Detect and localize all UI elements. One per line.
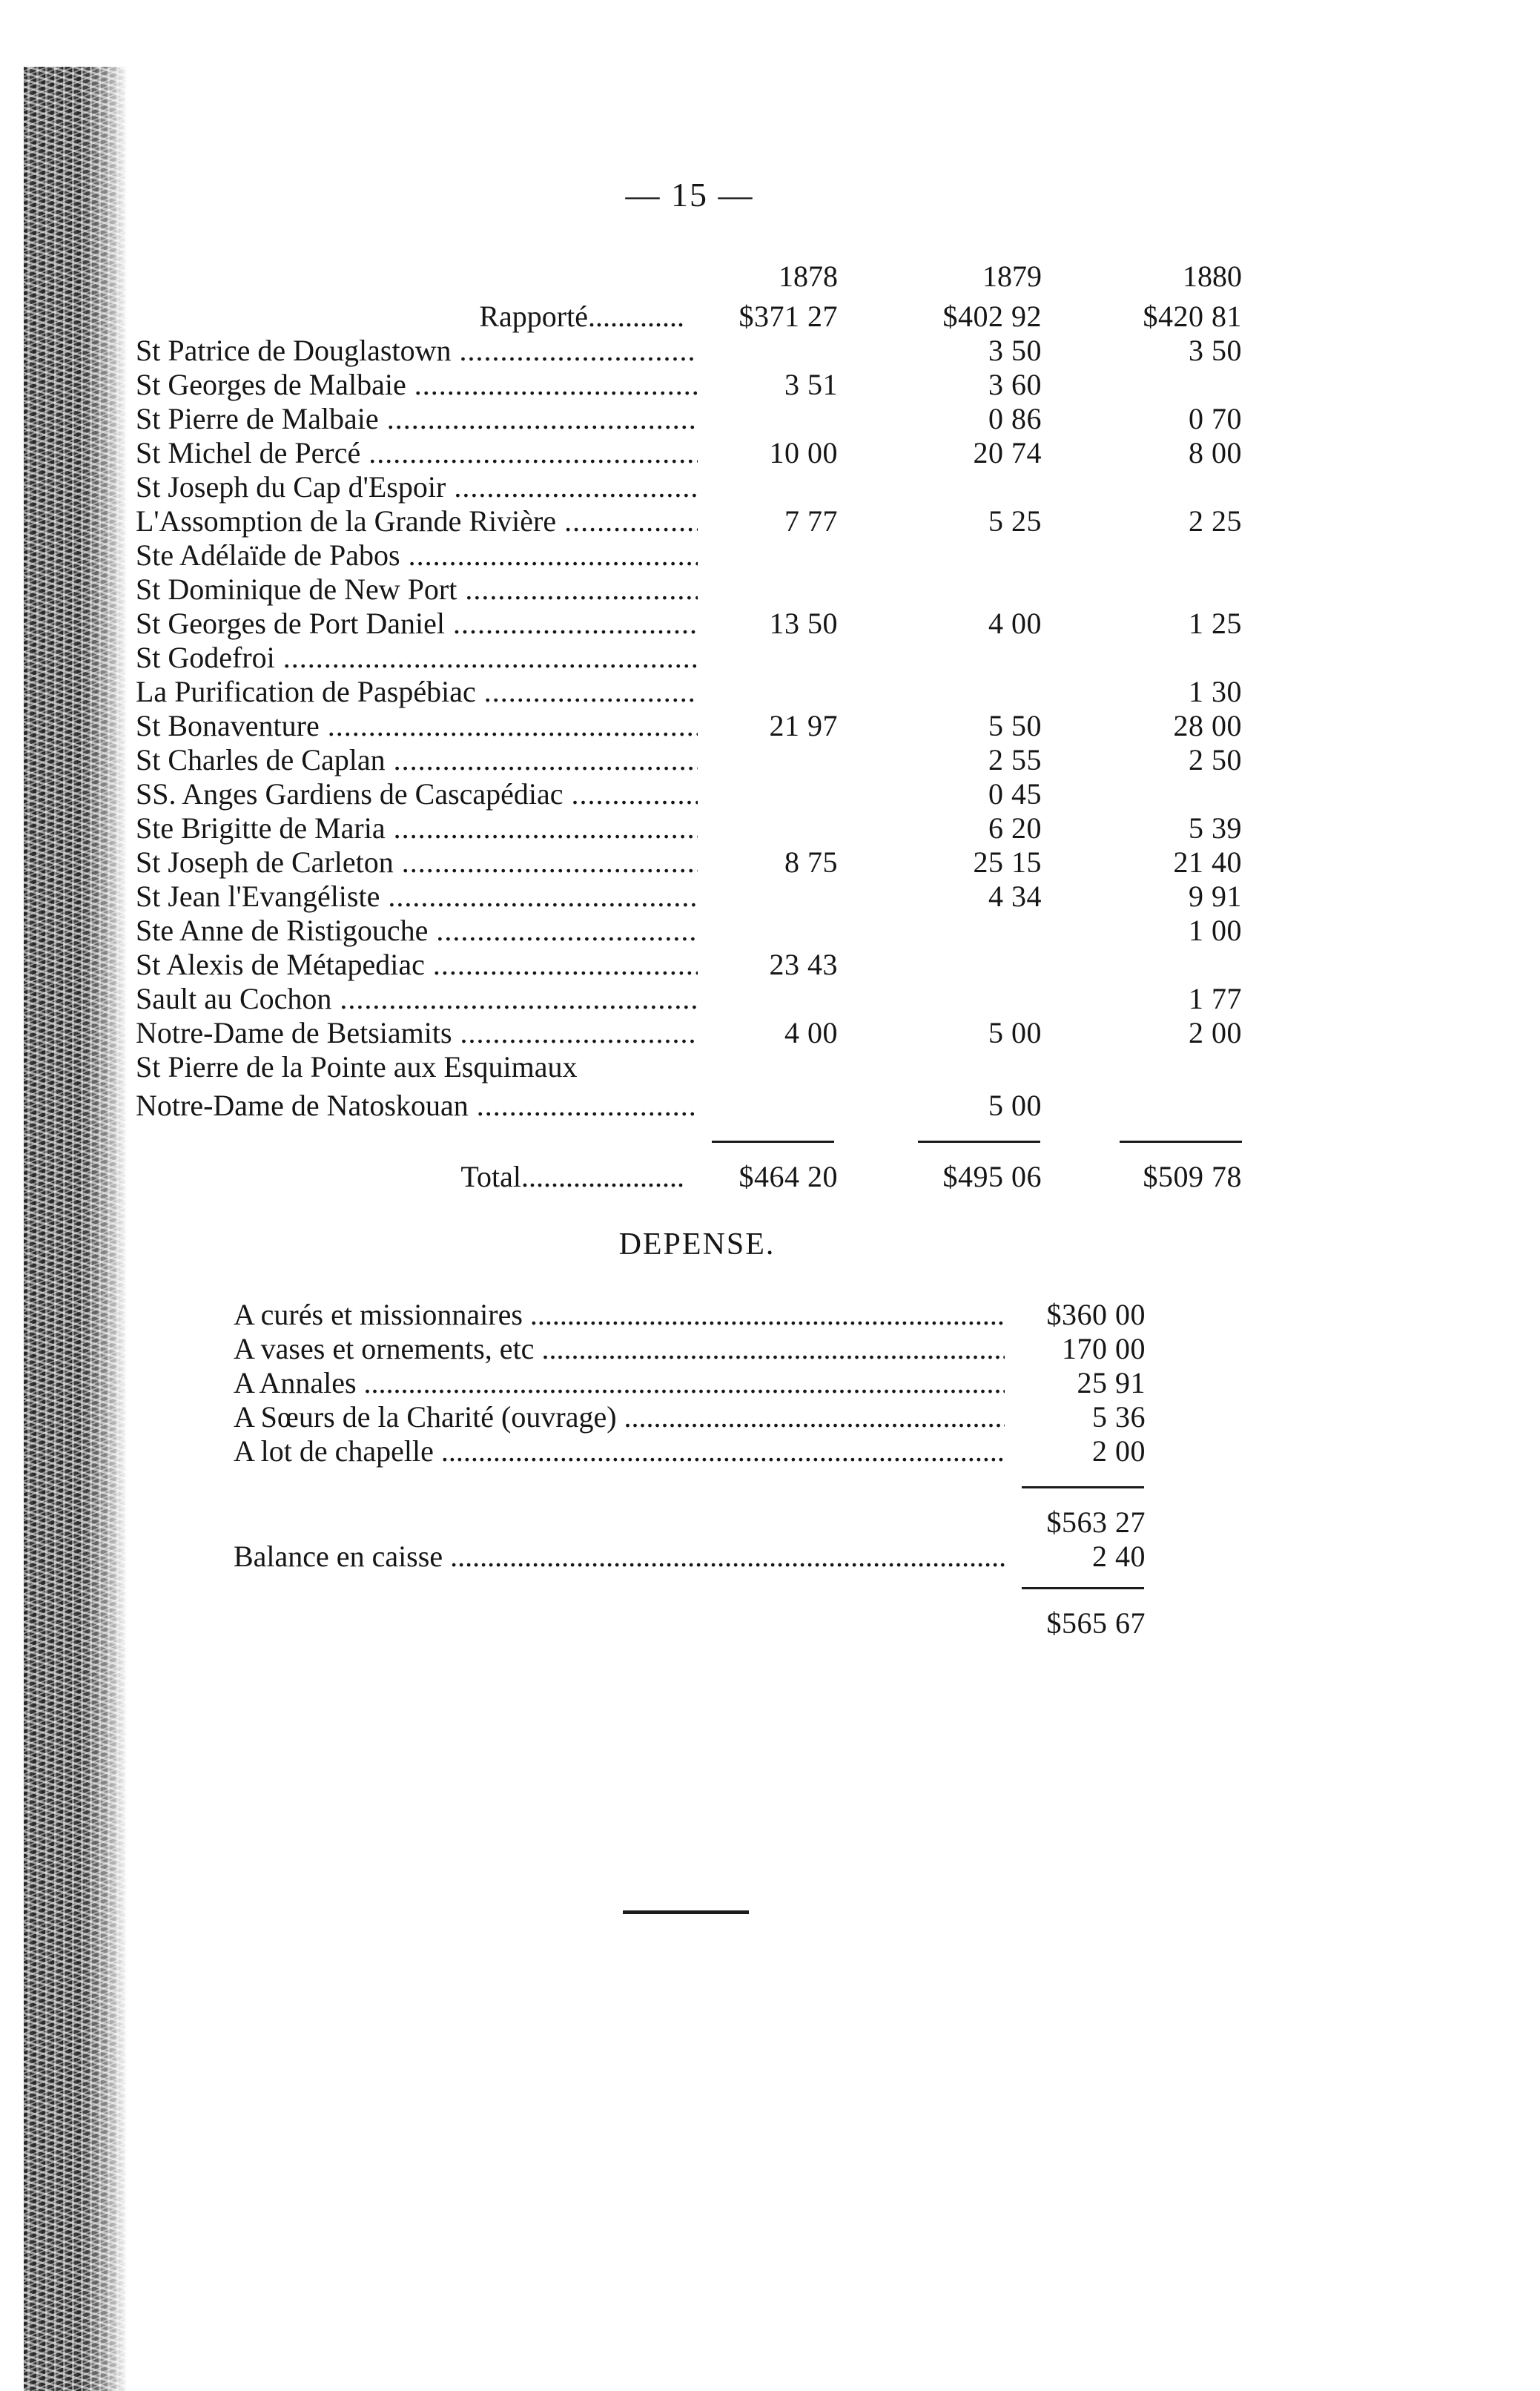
value-1879: 3 50 [988, 334, 1042, 367]
expense-row [0, 1298, 1540, 1332]
table-row [0, 811, 1540, 845]
expense-subtotal-row [0, 1505, 1540, 1540]
expense-label: A Annales ..... [234, 1366, 1005, 1400]
expense-amount: $360 00 [1046, 1298, 1146, 1331]
table-row [0, 538, 1540, 573]
value-1878 [690, 880, 838, 914]
year-header-1878: 1878 [779, 260, 838, 293]
table-row [0, 777, 1540, 811]
expense-row [0, 1434, 1540, 1468]
value-1878 [690, 641, 838, 675]
value-1878: 23 43 [769, 948, 838, 981]
value-1878: 8 75 [784, 845, 838, 879]
grand-total: $565 67 [1046, 1606, 1146, 1640]
value-1878: 21 97 [769, 709, 838, 742]
value-1878 [690, 538, 838, 573]
parish-name: St Charles de Caplan ..... [136, 743, 698, 777]
rapporte-1880: $420 81 [1143, 300, 1242, 333]
value-1878 [690, 470, 838, 504]
parish-name: St Pierre de la Pointe aux Esquimaux [136, 1050, 578, 1084]
value-1878 [690, 914, 838, 948]
expense-label: A Sœurs de la Charité (ouvrage) ..... [234, 1400, 1005, 1434]
parish-name: SS. Anges Gardiens de Cascapédiac ..... [136, 777, 698, 811]
parish-name: St Godefroi ..... [136, 641, 698, 675]
value-1879: 25 15 [973, 845, 1042, 879]
value-1879: 6 20 [988, 811, 1042, 845]
value-1879: 3 60 [988, 368, 1042, 401]
value-1878 [690, 982, 838, 1016]
value-1879: 0 45 [988, 777, 1042, 811]
value-1878 [690, 1089, 838, 1123]
parish-name: St Joseph du Cap d'Espoir ..... [136, 470, 698, 504]
expense-subtotal: $563 27 [1046, 1505, 1146, 1539]
rapporte-row [0, 300, 1540, 334]
value-1878 [690, 811, 838, 845]
parish-name: Ste Brigitte de Maria ..... [136, 811, 698, 845]
value-1880: 9 91 [1189, 880, 1242, 913]
value-1879: 5 25 [988, 504, 1042, 538]
page-number: — 15 — [625, 176, 754, 214]
expense-row [0, 1400, 1540, 1434]
value-1879: 2 55 [988, 743, 1042, 776]
sum-rule-1878 [712, 1141, 834, 1143]
parish-name: Notre-Dame de Betsiamits ..... [136, 1016, 698, 1050]
table-row [0, 1016, 1540, 1050]
expense-amount: 170 00 [1062, 1332, 1146, 1365]
value-1878: 3 51 [784, 368, 838, 401]
parish-name: St Pierre de Malbaie ..... [136, 402, 698, 436]
value-1880: 21 40 [1173, 845, 1242, 879]
value-1880 [1090, 368, 1242, 402]
year-header-1879: 1879 [982, 260, 1042, 293]
value-1878 [690, 1050, 838, 1084]
parish-name: La Purification de Paspébiac ..... [136, 675, 698, 709]
expense-row [0, 1332, 1540, 1366]
table-row [0, 573, 1540, 607]
grand-total-row [0, 1606, 1540, 1640]
table-row [0, 1050, 1540, 1084]
table-row [0, 914, 1540, 948]
balance-amount: 2 40 [1092, 1540, 1146, 1573]
value-1878 [690, 675, 838, 709]
parish-name: Ste Anne de Ristigouche ..... [136, 914, 698, 948]
value-1880 [1090, 948, 1242, 982]
balance-label: Balance en caisse ..... [234, 1540, 1005, 1574]
table-row [0, 641, 1540, 675]
table-row [0, 709, 1540, 743]
rapporte-1878: $371 27 [738, 300, 838, 333]
value-1880 [1090, 1050, 1242, 1084]
value-1879: 20 74 [973, 436, 1042, 469]
value-1879 [890, 573, 1042, 607]
value-1880: 1 00 [1189, 914, 1242, 947]
table-row [0, 436, 1540, 470]
value-1879: 4 00 [988, 607, 1042, 640]
total-label [136, 1160, 684, 1194]
value-1880: 2 00 [1189, 1016, 1242, 1049]
table-row [0, 1089, 1540, 1123]
total-1878: $464 20 [738, 1160, 838, 1193]
parish-name: St Bonaventure ..... [136, 709, 698, 743]
value-1879 [890, 982, 1042, 1016]
value-1880 [1090, 641, 1242, 675]
value-1879: 0 86 [988, 402, 1042, 435]
parish-name: St Dominique de New Port ..... [136, 573, 698, 607]
value-1879 [890, 675, 1042, 709]
total-1879: $495 06 [942, 1160, 1042, 1193]
table-row [0, 368, 1540, 402]
sum-rule-1880 [1120, 1141, 1242, 1143]
parish-name: Sault au Cochon ..... [136, 982, 698, 1016]
rapporte-label-text: Rapporté [479, 300, 588, 333]
rapporte-label [136, 300, 684, 334]
expense-label: A vases et ornements, etc ..... [234, 1332, 1005, 1366]
value-1880 [1090, 1089, 1242, 1123]
total-1880: $509 78 [1143, 1160, 1242, 1193]
value-1878 [690, 402, 838, 436]
parish-name: St Patrice de Douglastown ..... [136, 334, 698, 368]
sum-rule-1879 [918, 1141, 1040, 1143]
table-row [0, 607, 1540, 641]
table-row [0, 880, 1540, 914]
rapporte-1879: $402 92 [942, 300, 1042, 333]
value-1880 [1090, 777, 1242, 811]
value-1880: 1 77 [1189, 982, 1242, 1015]
value-1879 [890, 470, 1042, 504]
expense-sum-rule [1022, 1486, 1144, 1488]
parish-name: St Georges de Malbaie ..... [136, 368, 698, 402]
parish-name: Ste Adélaïde de Pabos ..... [136, 538, 698, 573]
value-1880: 28 00 [1173, 709, 1242, 742]
value-1880 [1090, 538, 1242, 573]
value-1878 [690, 777, 838, 811]
value-1878 [690, 743, 838, 777]
parish-name: St Alexis de Métapediac ..... [136, 948, 698, 982]
value-1879 [890, 1050, 1042, 1084]
expense-amount: 2 00 [1092, 1434, 1146, 1468]
table-row [0, 504, 1540, 538]
value-1879 [890, 538, 1042, 573]
total-row [0, 1160, 1540, 1194]
value-1879: 5 50 [988, 709, 1042, 742]
table-row [0, 334, 1540, 368]
expense-label: A curés et missionnaires ..... [234, 1298, 1005, 1332]
parish-name: St Joseph de Carleton ..... [136, 845, 698, 880]
parish-name: St Jean l'Evangéliste ..... [136, 880, 698, 914]
value-1878: 13 50 [769, 607, 838, 640]
value-1878 [690, 573, 838, 607]
end-rule [623, 1910, 749, 1914]
value-1880 [1090, 573, 1242, 607]
parish-name: St Georges de Port Daniel ..... [136, 607, 698, 641]
value-1878: 4 00 [784, 1016, 838, 1049]
parish-name: Notre-Dame de Natoskouan ..... [136, 1089, 698, 1123]
value-1880: 2 25 [1189, 504, 1242, 538]
rapporte-leader: ............. [588, 300, 684, 333]
table-row [0, 982, 1540, 1016]
value-1880: 1 30 [1189, 675, 1242, 708]
value-1878 [690, 334, 838, 368]
value-1880: 3 50 [1189, 334, 1242, 367]
depense-heading: DEPENSE. [618, 1227, 776, 1262]
grand-total-rule [1022, 1587, 1144, 1589]
parish-name: St Michel de Percé ..... [136, 436, 698, 470]
value-1878: 7 77 [784, 504, 838, 538]
table-row [0, 675, 1540, 709]
expense-amount: 25 91 [1077, 1366, 1146, 1399]
value-1880: 2 50 [1189, 743, 1242, 776]
expense-label: A lot de chapelle ..... [234, 1434, 1005, 1468]
value-1880 [1090, 470, 1242, 504]
value-1879 [890, 914, 1042, 948]
value-1880: 5 39 [1189, 811, 1242, 845]
value-1879 [890, 948, 1042, 982]
balance-row [0, 1540, 1540, 1574]
value-1880: 1 25 [1189, 607, 1242, 640]
value-1879: 5 00 [988, 1089, 1042, 1122]
parish-name: L'Assomption de la Grande Rivière ..... [136, 504, 698, 538]
value-1880: 0 70 [1189, 402, 1242, 435]
expense-row [0, 1366, 1540, 1400]
value-1878: 10 00 [769, 436, 838, 469]
total-label-text: Total [460, 1160, 521, 1193]
value-1879: 5 00 [988, 1016, 1042, 1049]
table-row [0, 845, 1540, 880]
year-header-1880: 1880 [1183, 260, 1242, 293]
table-row [0, 743, 1540, 777]
value-1879: 4 34 [988, 880, 1042, 913]
value-1880: 8 00 [1189, 436, 1242, 469]
value-1879 [890, 641, 1042, 675]
total-leader: ...................... [521, 1160, 684, 1193]
table-row [0, 402, 1540, 436]
table-row [0, 470, 1540, 504]
expense-amount: 5 36 [1092, 1400, 1146, 1434]
table-row [0, 948, 1540, 982]
